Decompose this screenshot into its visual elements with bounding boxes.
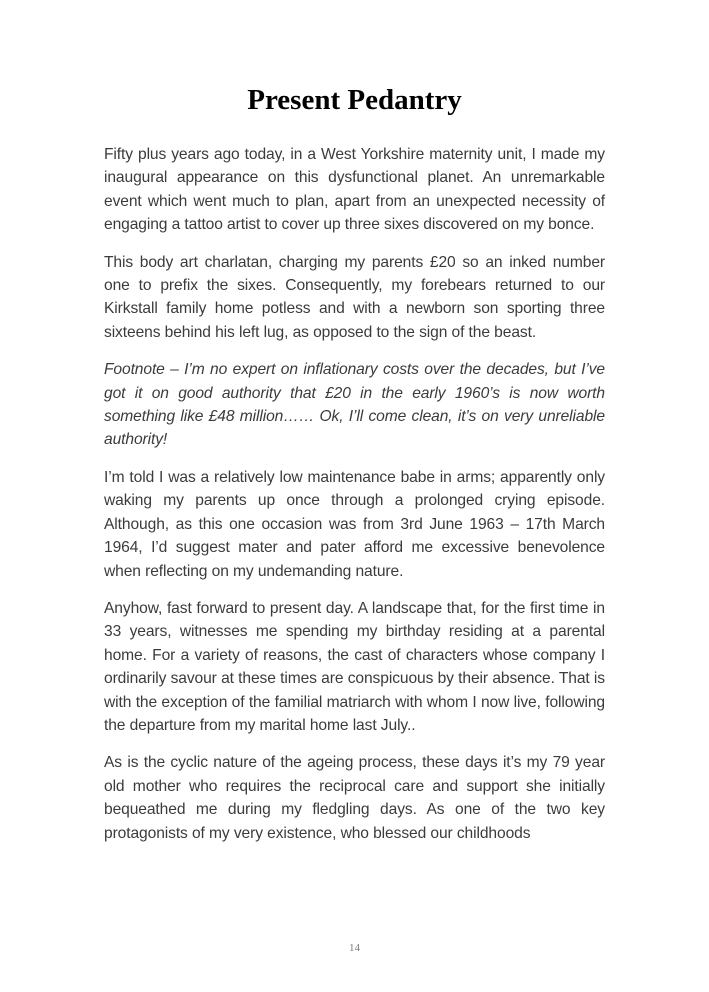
paragraph-babe-in-arms: I’m told I was a relatively low maintenance babe in arms; apparently only waking my parents up once through a prolonged crying episode. Although, as this one occasion was from 3rd June 1963 – 17th March 1964, I’d suggest mater and pater afford me excessive benevolence when reflecting on my undemanding nature. (104, 468, 605, 580)
paragraph-birth: Fifty plus years ago today, in a West Yorkshire maternity unit, I made my inaugural appearance on this dysfunctional planet. An unremarkable event which went much to plan, apart from an unexpected necessity of engaging a tattoo artist to cover up three sixes discovered on my bonce. (104, 146, 605, 234)
paragraph-ageing-process: As is the cyclic nature of the ageing process, these days it’s my 79 year old mother who requires the reciprocal care and support she initially bequeathed me during my fledgling days. As one of the two key protagonists of my very existence, who blessed our childhoods (104, 754, 605, 842)
page-number: 14 (349, 942, 360, 954)
chapter-title: Present Pedantry (247, 84, 462, 116)
paragraph-tattoo: This body art charlatan, charging my parents £20 so an inked number one to prefix the sixes. Consequently, my forebears returned to our Kirkstall family home potless and with a newborn son sporting three sixteens behind his left lug, as opposed to the sign of the beast. (104, 253, 605, 341)
body-text (104, 143, 605, 859)
paragraph-footnote: Footnote – I’m no expert on inflationary costs over the decades, but I’ve got it on good authority that £20 in the early 1960’s is now worth something like £48 million…… Ok, I’ll come clean, it’s on very unreliable authority! (104, 361, 605, 449)
paragraph-present-day: Anyhow, fast forward to present day. A landscape that, for the first time in 33 years, witnesses me spending my birthday residing at a parental home. For a variety of reasons, the cast of characters whose company I ordinarily savour at these times are conspicuous by their absence. That is with the exception of the familial matriarch with whom I now live, following the departure from my marital home last July.. (104, 599, 605, 734)
